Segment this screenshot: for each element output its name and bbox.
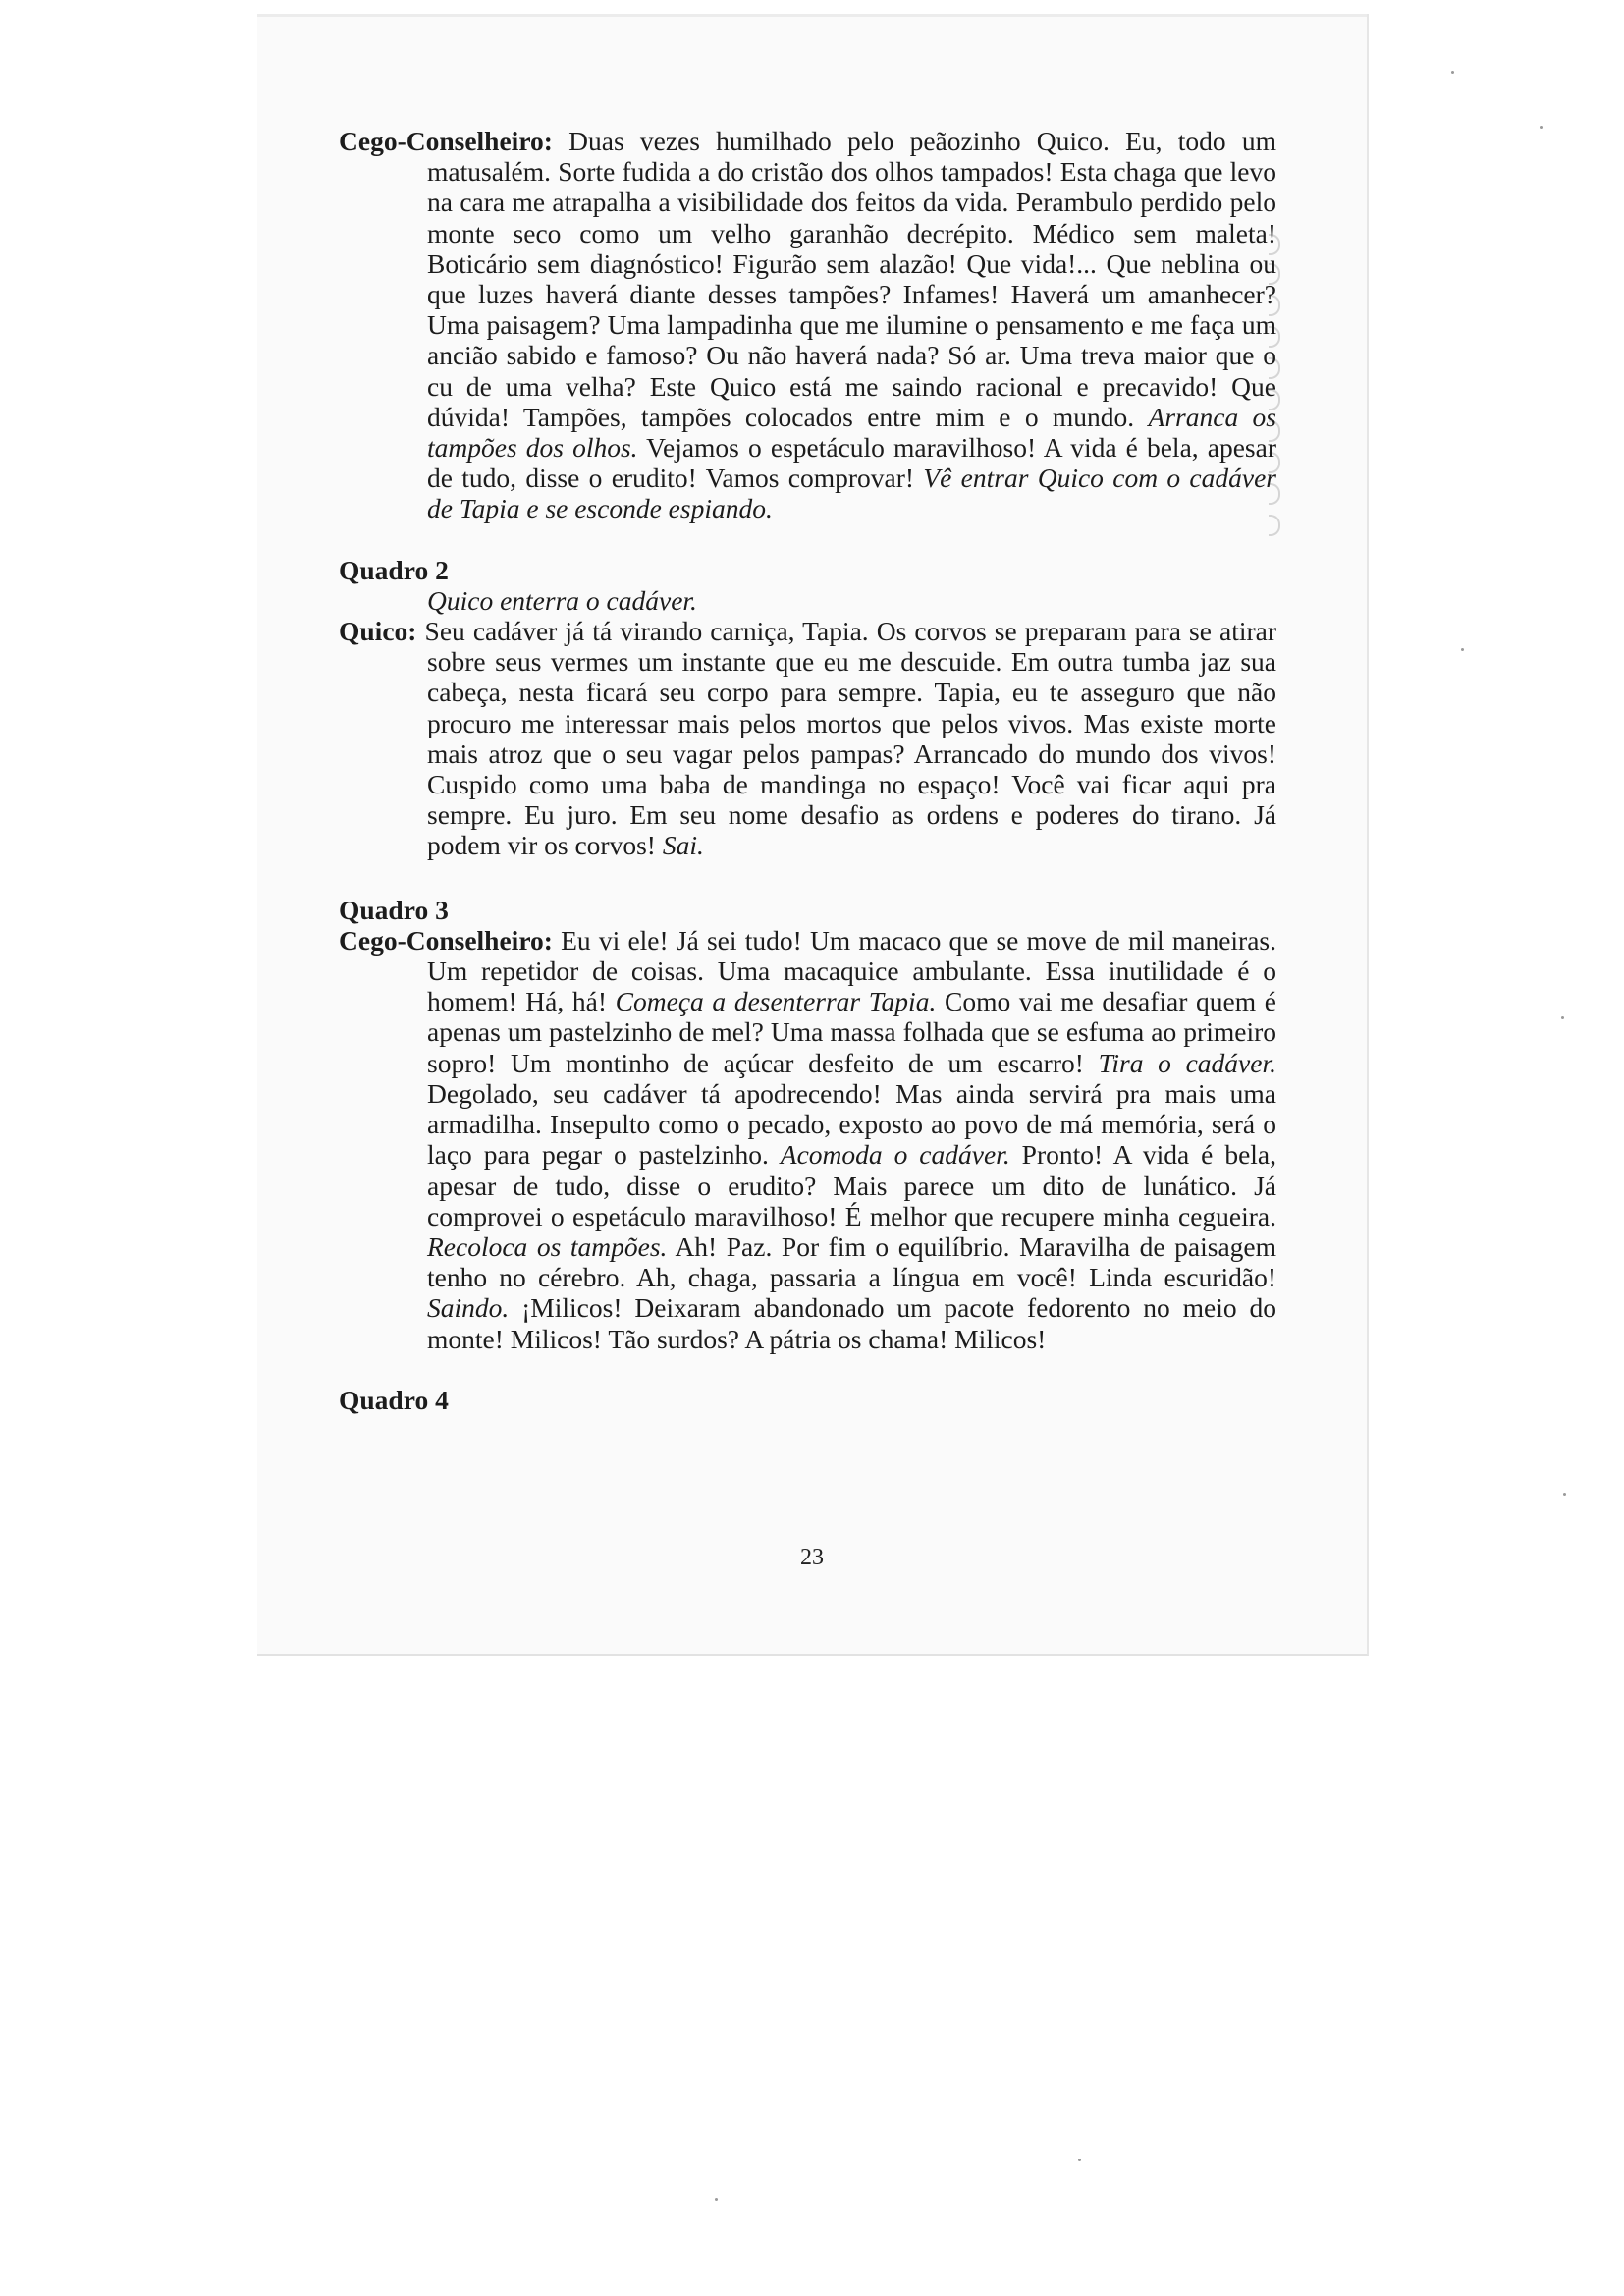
page-top-edge [257, 14, 1367, 17]
stage-direction: Arranca os tampões dos olhos. [427, 401, 1276, 464]
dust-speck [1451, 71, 1454, 74]
stage-direction: Quico enterra o cadáver. [427, 584, 697, 616]
speech-block [339, 616, 1276, 861]
page-number: 23 [800, 1545, 824, 1570]
dialogue-text: Vejamos o espetáculo maravilhoso! A vida é bela, apesar de tudo, disse o erudito! Vamos comprovar! [427, 432, 1276, 494]
dust-speck [1540, 126, 1543, 129]
stage-direction: Acomoda o cadáver. [780, 1139, 1010, 1171]
scene-heading: Quadro 2 [339, 554, 449, 585]
scene-heading: Quadro 3 [339, 894, 449, 925]
dust-speck [1078, 2159, 1081, 2161]
dialogue-text: ¡Milicos! Deixaram abandonado um pacote fedorento no meio do monte! Milicos! Tão surdos? A pátria os chama! Milicos! [427, 1292, 1276, 1354]
dust-speck [1461, 648, 1464, 651]
stage-direction: Começa a desenterrar Tapia. [615, 986, 937, 1017]
stage-direction: Vê entrar Quico com o cadáver de Tapia e se esconde espiando. [427, 463, 1276, 524]
stage-direction: Saindo. [427, 1292, 510, 1324]
dialogue-text: Degolado, seu cadáver tá apodrecendo! Mas ainda servirá pra mais uma armadilha. Insepulto como o pecado, exposto ao povo de má memória, será o laço para pegar o pastelzinho. [427, 1077, 1276, 1171]
dialogue-text: Duas vezes humilhado pelo peãozinho Quico. Eu, todo um matusalém. Sorte fudida a do cristão dos olhos tampados! Esta chaga que levo na cara me atrapalha a visibilidade dos feitos da vida. Perambulo perdido pelo monte seco como um velho garanhão decrépito. Médico sem maleta! Boticário sem diagnóstico! Figurão sem alazão! Que vida!... Que neblina ou que luzes haverá diante desses tampões? Infames! Haverá um amanhecer? Uma paisagem? Uma lampadinha que me ilumine o pensamento e me faça um ancião sabido e famoso? Ou não haverá nada? Só ar. Uma treva maior que o cu de uma velha? Este Quico está me saindo racional e precavido! Que dúvida! Tampões, tampões colocados entre mim e o mundo. [427, 126, 1276, 432]
dust-speck [1563, 1493, 1566, 1496]
speech-block [339, 925, 1276, 1354]
dialogue-text: Pronto! A vida é bela, apesar de tudo, disse o erudito? Mais parece um dito de lunático. Já comprovei o espetáculo maravilhoso! É melhor que recupere minha cegueira. [427, 1139, 1276, 1231]
stage-direction: Tira o cadáver. [1098, 1047, 1277, 1078]
dialogue-text: Seu cadáver já tá virando carniça, Tapia. Os corvos se preparam para se atirar sobre seus vermes um instante que eu me descuide. Em outra tumba jaz sua cabeça, nesta ficará seu corpo para sempre. Tapia, eu te asseguro que não procuro me interessar mais pelos mortos que pelos vivos. Mas existe morte mais atroz que o seu vagar pelos pampas? Arrancado do mundo dos vivos! Cuspido como uma baba de mandinga no espaço! Você vai ficar aqui pra sempre. Eu juro. Em seu nome desafio as ordens e poderes do tirano. Já podem vir os corvos! [416, 616, 1276, 861]
scene-heading: Quadro 4 [339, 1384, 449, 1415]
dust-speck [1561, 1016, 1564, 1019]
dialogue-text: Eu vi ele! Já sei tudo! Um macaco que se move de mil maneiras. Um repetidor de coisas. Uma macaquice ambulante. Essa inutilidade é o homem! Há, há! [427, 924, 1276, 1017]
dust-speck [715, 2198, 718, 2201]
speaker-name: Quico: [339, 616, 417, 647]
block-spacer [339, 861, 1276, 895]
document-body [339, 126, 1276, 1415]
block-spacer [339, 1354, 1276, 1385]
stage-direction: Recoloca os tampões. [427, 1230, 668, 1262]
block-spacer [339, 524, 1276, 555]
speaker-name: Cego-Conselheiro: [339, 126, 553, 156]
dialogue-text: Como vai me desafiar quem é apenas um pastelzinho de mel? Uma massa folhada que se esfuma ao primeiro sopro! Um montinho de açúcar desfeito de um escarro! [427, 986, 1276, 1078]
speaker-name: Cego-Conselheiro: [339, 924, 553, 956]
dialogue-text: Ah! Paz. Por fim o equilíbrio. Maravilha de paisagem tenho no cérebro. Ah, chaga, passaria a língua em você! Linda escuridão! [427, 1230, 1276, 1293]
speech-block [339, 126, 1276, 524]
stage-direction: Sai. [662, 830, 704, 861]
